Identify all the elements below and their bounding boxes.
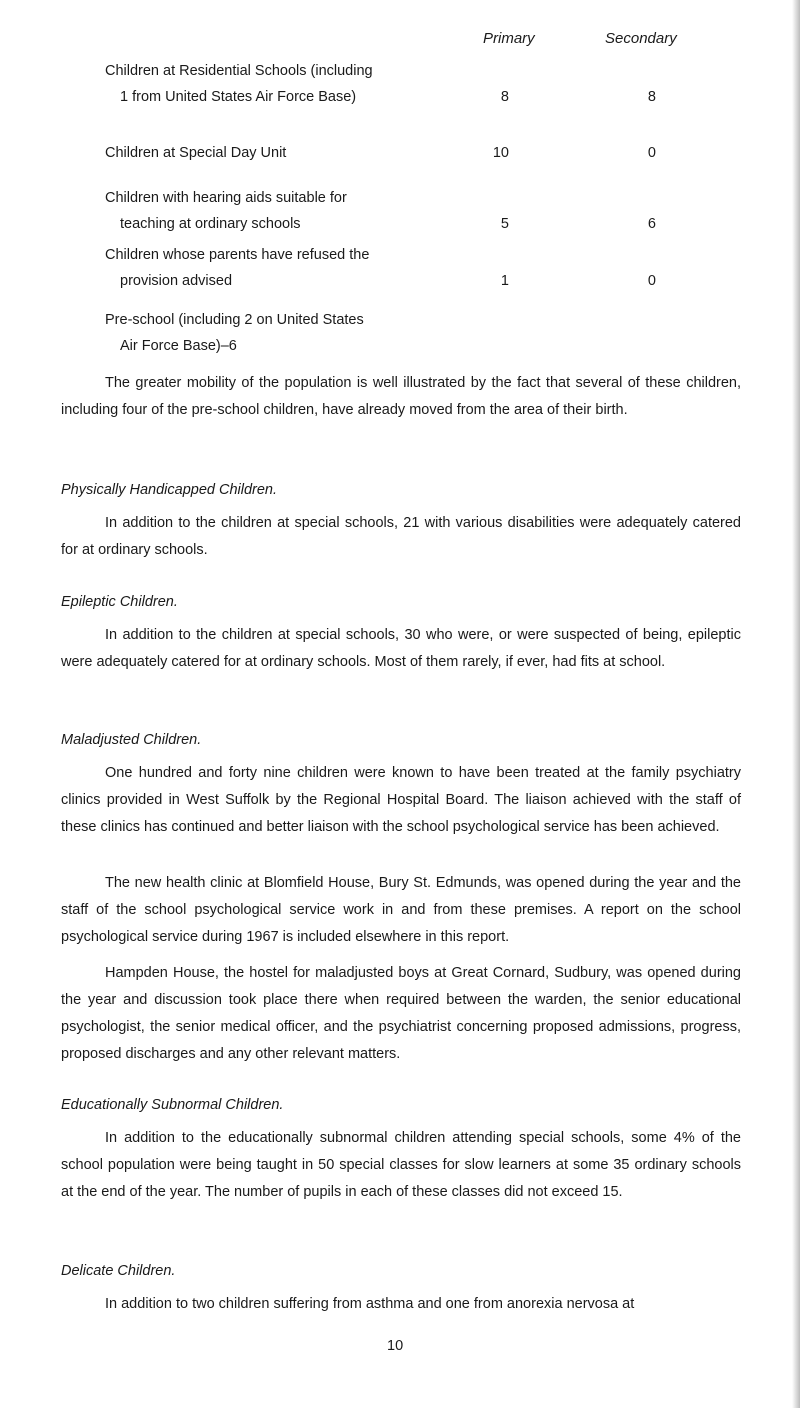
primary-value: 1 bbox=[500, 273, 509, 289]
preschool-line1: Pre-school (including 2 on United States bbox=[105, 312, 364, 328]
table-row bbox=[105, 242, 705, 294]
row-label-line1: Children with hearing aids suitable for bbox=[105, 190, 347, 206]
row-label-line1: Children at Residential Schools (including bbox=[105, 63, 373, 79]
paragraph-maladjusted-1: One hundred and forty nine children were known to have been treated at the family psychiatry clinics provided in West Suffolk by the Regional Hospital Board. The liaison achieved with the staff of these clinics has continued and better liaison with the school psychological service has been achieved. bbox=[61, 765, 741, 835]
column-header-secondary: Secondary bbox=[605, 30, 677, 47]
heading-physically-handicapped: Physically Handicapped Children. bbox=[61, 482, 278, 498]
row-label-line1: Children whose parents have refused the bbox=[105, 247, 370, 263]
paragraph-maladjusted-2: The new health clinic at Blomfield House, Bury St. Edmunds, was opened during the year and the staff of the school psychological service work in and from these premises. A report on the school psychological service during 1967 is included elsewhere in this report. bbox=[61, 875, 741, 945]
heading-delicate: Delicate Children. bbox=[61, 1263, 176, 1279]
preschool-line2: Air Force Base)–6 bbox=[120, 338, 237, 354]
primary-value: 10 bbox=[492, 145, 509, 161]
secondary-value: 6 bbox=[647, 216, 656, 232]
paragraph-epileptic: In addition to the children at special schools, 30 who were, or were suspected of being, epileptic were adequately catered for at ordinary schools. Most of them rarely, if ever, had fits at school. bbox=[61, 627, 741, 670]
paragraph-delicate: In addition to two children suffering from asthma and one from anorexia nervosa at bbox=[105, 1296, 635, 1312]
page-number: 10 bbox=[387, 1338, 404, 1354]
paragraph-physically-handicapped: In addition to the children at special schools, 21 with various disabilities were adequately catered for at ordinary schools. bbox=[61, 515, 741, 558]
paragraph-educationally-subnormal: In addition to the educationally subnormal children attending special schools, some 4% of the school population were being taught in 50 special classes for slow learners at some 35 ordinary schools at the end of the year. The number of pupils in each of these classes did not exceed 15. bbox=[61, 1130, 741, 1200]
row-label-line2: 1 from United States Air Force Base) bbox=[120, 89, 357, 105]
row-label-line2: teaching at ordinary schools bbox=[120, 216, 301, 232]
row-label-line1: Children at Special Day Unit bbox=[105, 145, 287, 161]
table-row bbox=[105, 58, 705, 110]
row-label-line2: provision advised bbox=[120, 273, 233, 289]
secondary-value: 8 bbox=[647, 89, 656, 105]
table-row bbox=[105, 140, 705, 166]
secondary-value: 0 bbox=[647, 273, 656, 289]
preschool-row bbox=[105, 307, 705, 359]
paragraph-maladjusted-3: Hampden House, the hostel for maladjusted boys at Great Cornard, Sudbury, was opened during the year and discussion took place there when required between the warden, the senior educational psychologist, the senior medical officer, and the psychiatrist concerning proposed admissions, progress, proposed discharges and any other relevant matters. bbox=[61, 965, 741, 1062]
heading-educationally-subnormal: Educationally Subnormal Children. bbox=[61, 1097, 284, 1113]
page-edge-shadow bbox=[792, 0, 800, 1408]
mobility-paragraph: The greater mobility of the population is well illustrated by the fact that several of these children, including four of the pre-school children, have already moved from the area of their birth. bbox=[61, 375, 741, 418]
secondary-value: 0 bbox=[647, 145, 656, 161]
table-row bbox=[105, 185, 705, 237]
heading-epileptic: Epileptic Children. bbox=[61, 594, 178, 610]
heading-maladjusted: Maladjusted Children. bbox=[61, 732, 202, 748]
primary-value: 8 bbox=[500, 89, 509, 105]
column-header-primary: Primary bbox=[483, 30, 535, 47]
primary-value: 5 bbox=[500, 216, 509, 232]
